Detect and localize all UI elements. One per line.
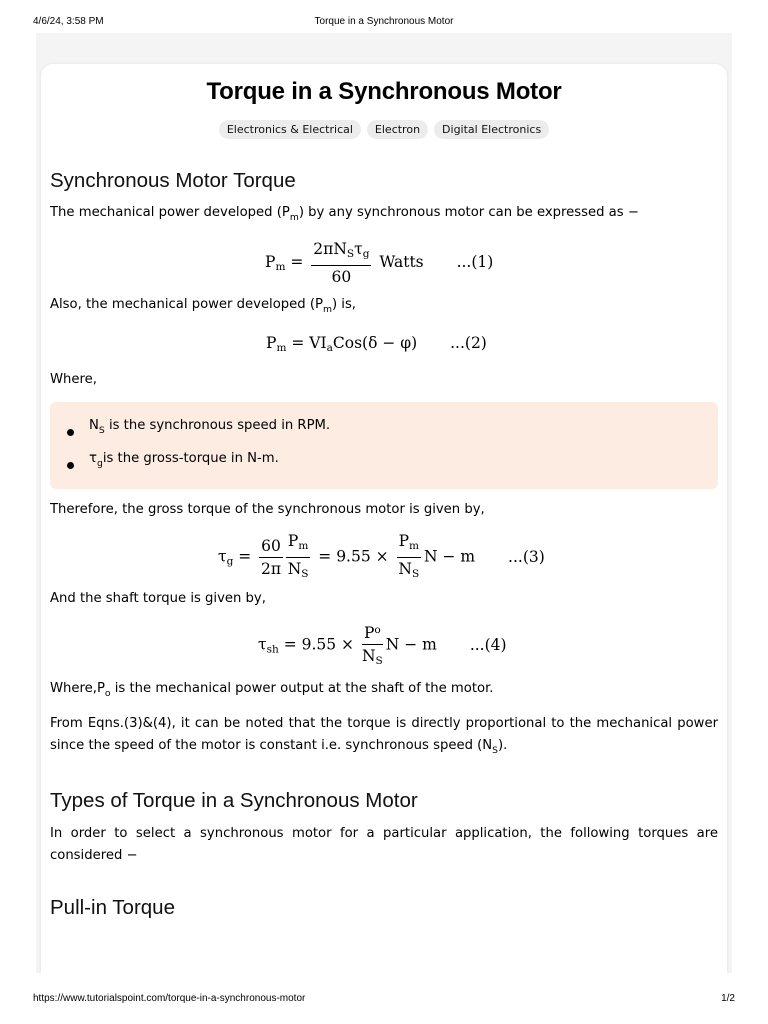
paragraph-types-intro: In order to select a synchronous motor for a particular application, the following torques are considered − — [50, 826, 718, 863]
tag-digital-electronics[interactable]: Digital Electronics — [434, 120, 549, 139]
bullet-dot — [67, 462, 74, 469]
definition-note — [50, 402, 718, 489]
print-page-number: 1/2 — [721, 993, 735, 1004]
print-footer — [33, 993, 735, 1007]
print-title: Torque in a Synchronous Motor — [314, 16, 454, 27]
tag-electronics-electrical[interactable]: Electronics & Electrical — [219, 120, 361, 139]
equation-4: τsh = 9.55 × $\frac{P^o}{NS}$ N − m ...(4) — [258, 621, 507, 670]
article-title: Torque in a Synchronous Motor — [206, 78, 562, 105]
heading-synchronous-motor-torque: Synchronous Motor Torque — [50, 169, 296, 192]
paragraph-mechanical-power: The mechanical power developed $(P_m)$ by any synchronous motor can be expressed as − — [50, 205, 639, 223]
paragraph-shaft-torque: And the shaft torque is given by, — [50, 591, 266, 606]
equation-2: Pm = VIaCos(δ − φ) ...(2) — [266, 334, 487, 354]
tag-list — [0, 120, 768, 139]
heading-pull-in-torque: Pull-in Torque — [50, 896, 175, 919]
paragraph-where: Where, — [50, 372, 97, 387]
bullet-dot — [67, 429, 74, 436]
equation-3: τg = $\frac{60}{2\pi}$ $\frac{Pm}{NS}$ = 9.55 × $\frac{Pm}{NS}$ N − m ...(3) — [218, 532, 545, 580]
paragraph-also: Also, the mechanical power developed $(P_m)$ is, — [50, 297, 357, 315]
print-header — [33, 16, 735, 30]
heading-types-of-torque: Types of Torque in a Synchronous Motor — [50, 789, 418, 812]
print-datetime: 4/6/24, 3:58 PM — [33, 16, 104, 27]
print-url: https://www.tutorialspoint.com/torque-in-a-synchronous-motor — [33, 993, 306, 1004]
paragraph-from-eqns: From Eqns.(3)&(4), it can be noted that the torque is directly proportional to the mechanical power since the speed of the motor is constant i.e. synchronous speed $(N_S)$. — [50, 716, 718, 756]
paragraph-therefore: Therefore, the gross torque of the synchronous motor is given by, — [50, 502, 485, 517]
bullet-ns: $N_S$ is the synchronous speed in RPM. — [89, 418, 331, 436]
tag-electron[interactable]: Electron — [367, 120, 428, 139]
equation-1: Pm = $\frac{\text{2πNSτg}}{60}$ Watts ...(1) — [265, 240, 494, 286]
bullet-tau-g: $\tau_gis$ the gross-torque in N-m. — [89, 451, 279, 469]
paragraph-where-po: $Where,P_o$ is the mechanical power output at the shaft of the motor. — [50, 681, 494, 699]
